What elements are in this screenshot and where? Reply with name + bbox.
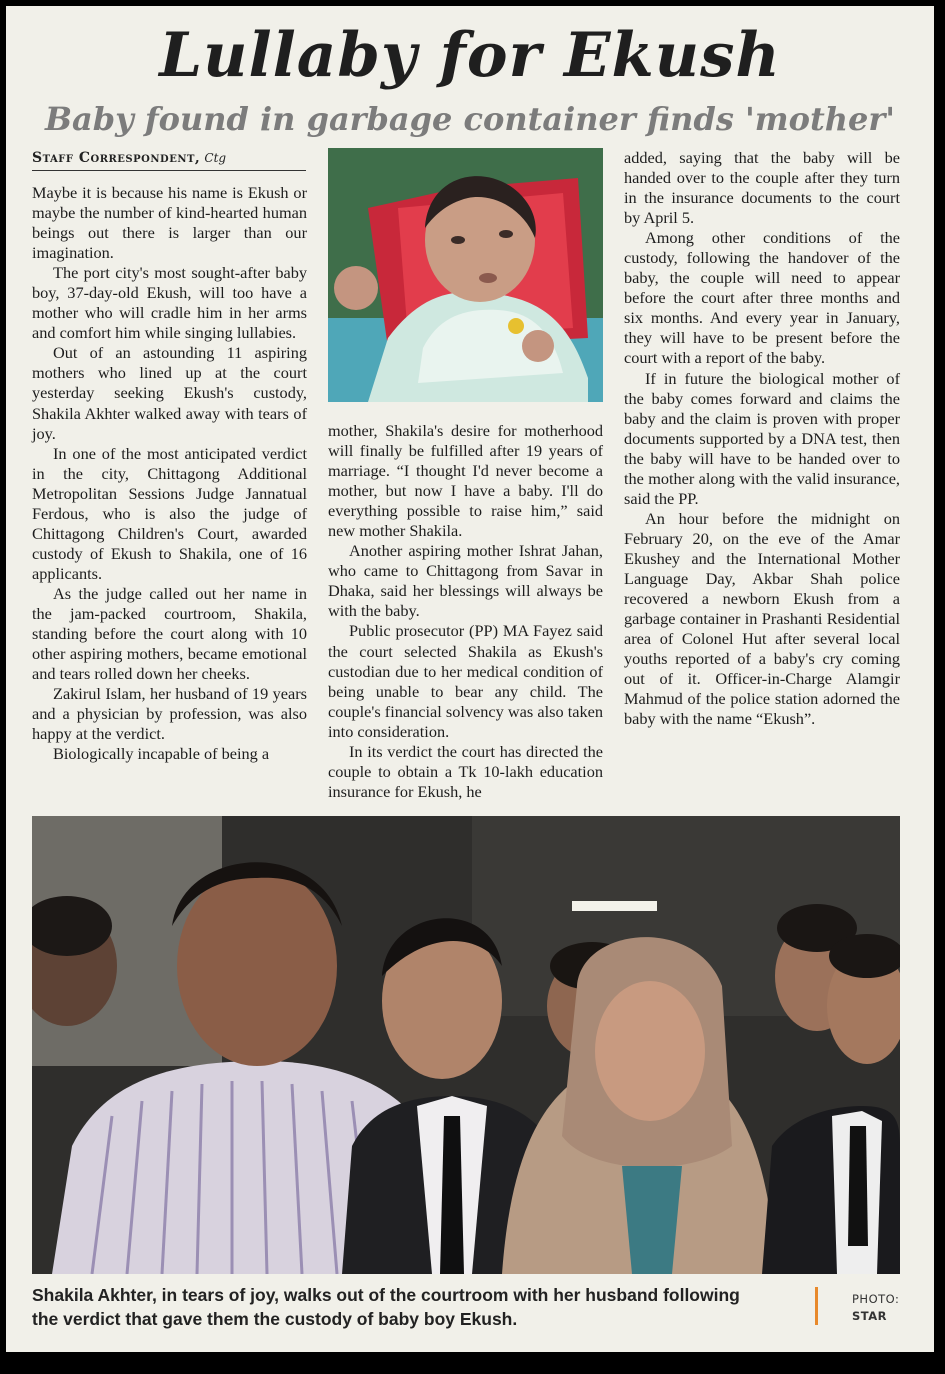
headline: Lullaby for Ekush: [159, 20, 781, 91]
paragraph: Out of an astounding 11 aspiring mothers who lined up at the court yesterday seeking Ekush's custody, Shakila Akhter walked away with tears of joy.: [32, 343, 307, 443]
paragraph: In one of the most anticipated verdict in the city, Chittagong Additional Metropolitan Sessions Judge Jannatual Ferdous, who is also the judge of Chittagong Children's Court, awarded custody of Ekush to Shakila, one of 16 applicants.: [32, 443, 307, 583]
credit-divider: [815, 1287, 818, 1325]
byline-location: Ctg: [204, 151, 227, 165]
article-column-2: [328, 421, 603, 802]
article-column-1: [32, 183, 307, 764]
courtroom-photo: [32, 816, 900, 1274]
paragraph: The port city's most sought-after baby boy, 37-day-old Ekush, will too have a mother who will cradle him in her arms and comfort him while singing lullabies.: [32, 263, 307, 343]
subheadline: Baby found in garbage container finds 'mother': [44, 100, 896, 138]
photo-credit-source: STAR: [852, 1309, 887, 1323]
paragraph: Public prosecutor (PP) MA Fayez said the court selected Shakila as Ekush's custodian due to her medical condition of being unable to bear any child. The couple's financial solvency was also taken into consideration.: [328, 621, 603, 741]
paragraph: As the judge called out her name in the jam-packed courtroom, Shakila, standing before the court along with 10 other aspiring mothers, became emotional and tears rolled down her cheeks.: [32, 583, 307, 684]
byline: [32, 150, 306, 171]
photo-credit: [852, 1291, 899, 1325]
photo-credit-label: PHOTO:: [852, 1292, 900, 1306]
photo-caption: Shakila Akhter, in tears of joy, walks out of the courtroom with her husband following the verdict that gave them the custody of baby boy Ekush.: [32, 1285, 740, 1329]
byline-name: Staff Correspondent,: [32, 150, 201, 166]
paragraph: Among other conditions of the custody, following the handover of the baby, the couple will need to appear before the court after three months and six months. And every year in January, they will have to be present before the court with a report of the baby.: [624, 228, 900, 368]
newspaper-page: [6, 6, 934, 1352]
paragraph: Zakirul Islam, her husband of 19 years and a physician by profession, was also happy at the verdict.: [32, 684, 307, 744]
paragraph: If in future the biological mother of the baby comes forward and claims the baby and the claim is proven with proper documents supported by a DNA test, then the baby will have to be handed over to the mother along with the valid insurance, said the PP.: [624, 368, 900, 508]
paragraph: added, saying that the baby will be handed over to the couple after they turn in the insurance documents to the court by April 5.: [624, 148, 900, 228]
paragraph: An hour before the midnight on February 20, on the eve of the Amar Ekushey and the International Mother Language Day, Akbar Shah police recovered a newborn Ekush from a garbage container in Prashanti Residential area of Colonel Hut after several local youths reported of a baby's cry coming out of it. Officer-in-Charge Alamgir Mahmud of the police station adorned the baby with the name “Ekush”.: [624, 508, 900, 729]
courtroom-photo-illustration: [32, 816, 900, 1274]
baby-photo: [328, 148, 603, 402]
paragraph: Maybe it is because his name is Ekush or maybe the number of kind-hearted human beings out there is larger than our imagination.: [32, 183, 307, 263]
paragraph: mother, Shakila's desire for motherhood will finally be fulfilled after 19 years of marriage. “I thought I'd never become a mother, but now I have a baby. I'll do everything possible to raise him,” said new mother Shakila.: [328, 421, 603, 541]
paragraph: Another aspiring mother Ishrat Jahan, who came to Chittagong from Savar in Dhaka, said her blessings will always be with the baby.: [328, 541, 603, 621]
paragraph: In its verdict the court has directed the couple to obtain a Tk 10-lakh education insurance for Ekush, he: [328, 741, 603, 801]
paragraph: Biologically incapable of being a: [53, 744, 270, 764]
article-column-3: [624, 148, 900, 729]
baby-photo-illustration: [328, 148, 603, 402]
